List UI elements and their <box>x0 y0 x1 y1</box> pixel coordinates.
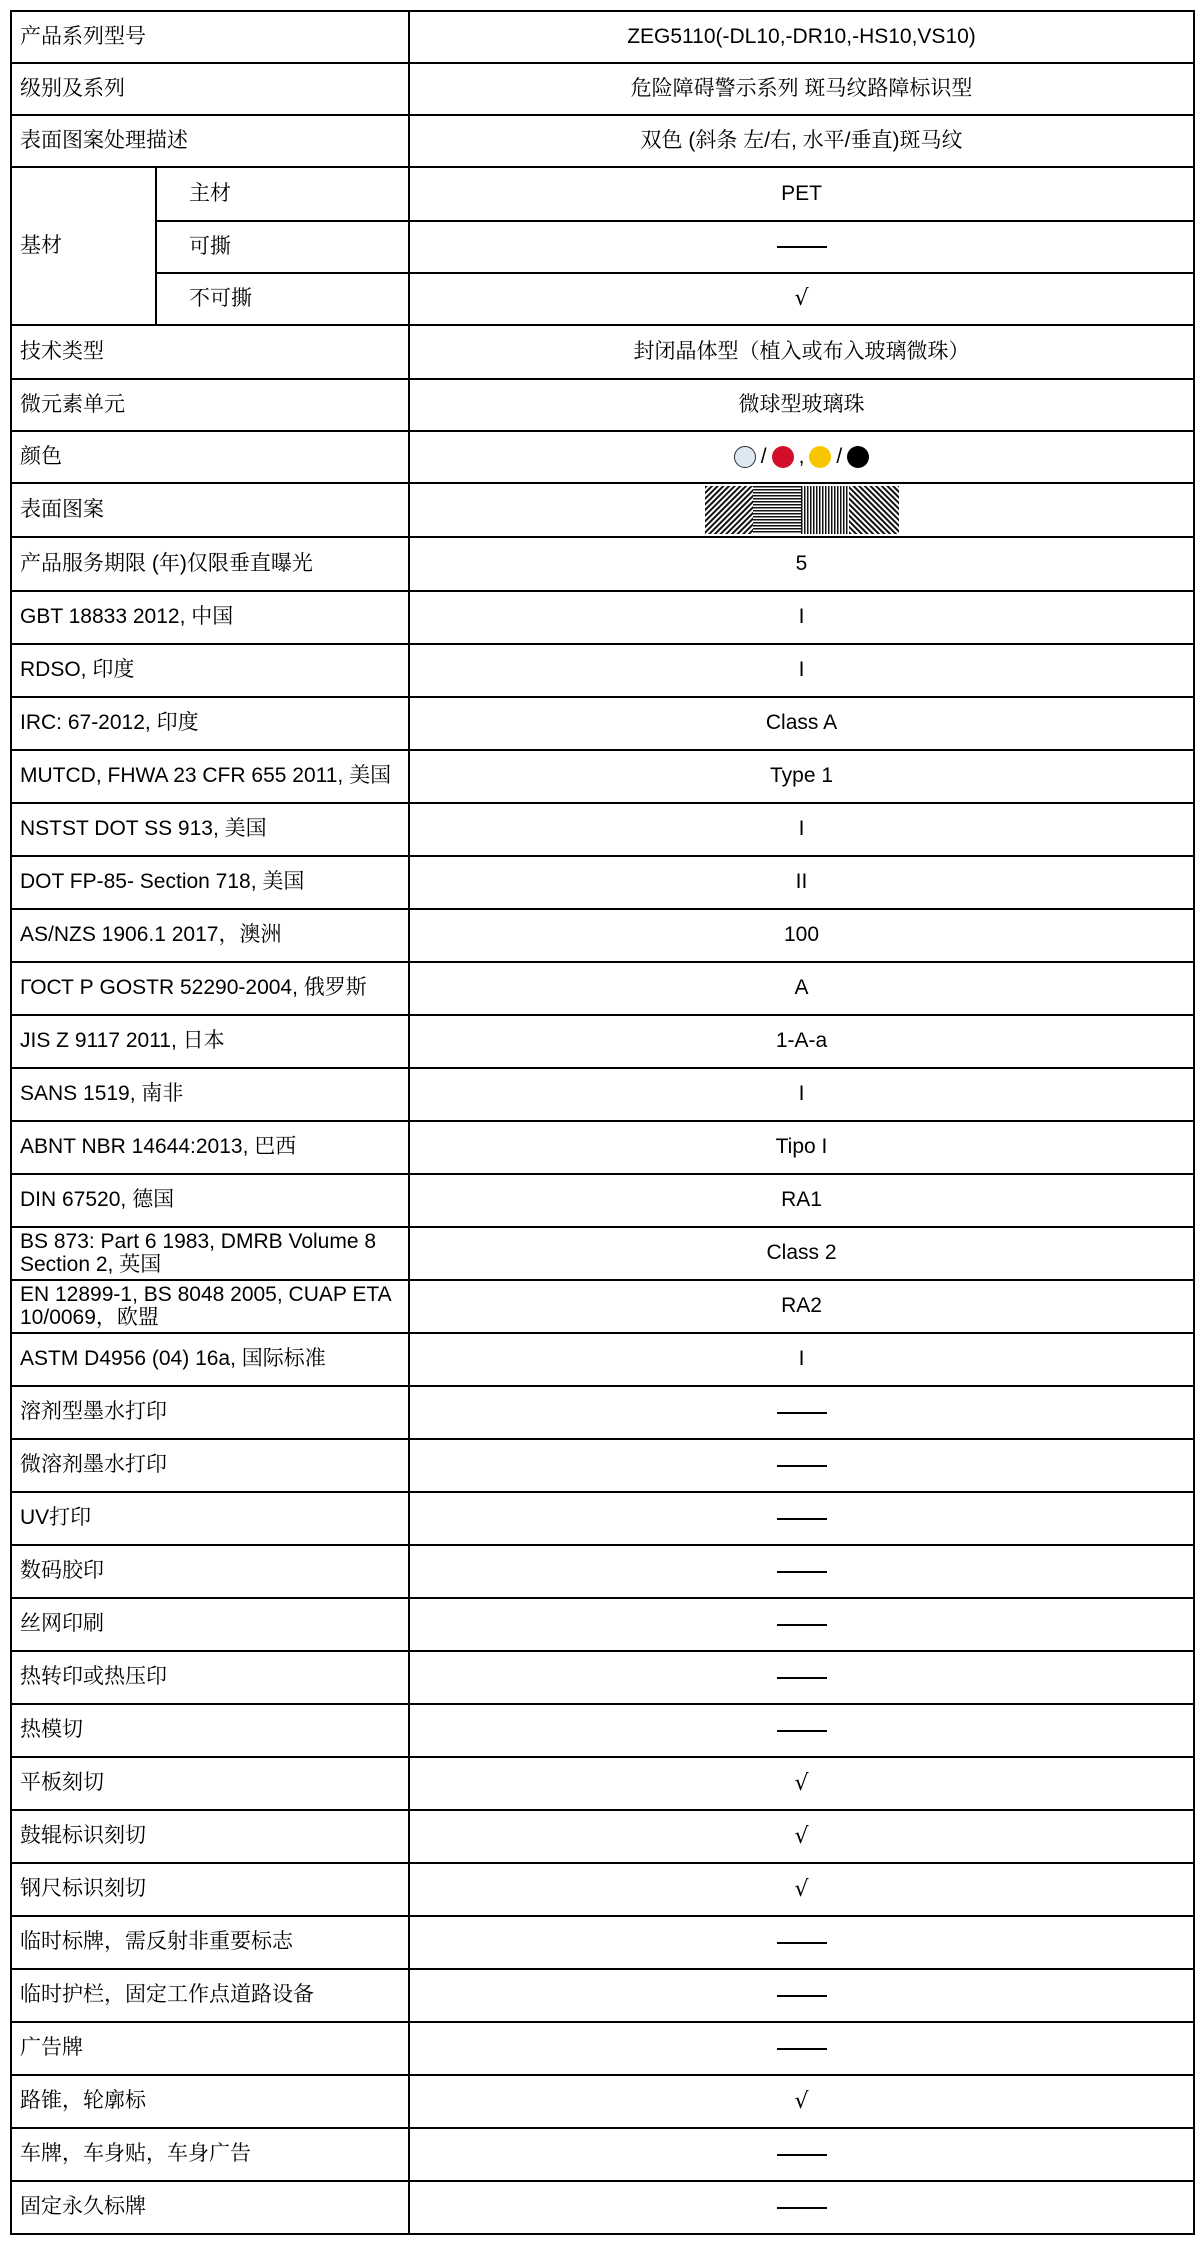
spec-value <box>409 697 1194 750</box>
table-row <box>11 1386 1194 1439</box>
spec-table-body <box>11 11 1194 2234</box>
spec-label: 鼓辊标识刻切 <box>11 1810 409 1863</box>
dash-mark <box>777 1942 827 1944</box>
spec-label: 溶剂型墨水打印 <box>11 1386 409 1439</box>
table-row <box>11 591 1194 644</box>
spec-label: 技术类型 <box>11 325 409 379</box>
spec-label: 临时护栏，固定工作点道路设备 <box>11 1969 409 2022</box>
spec-value-text: Class A <box>765 711 838 735</box>
sub-label: 可撕 <box>156 221 409 273</box>
color-dot-black <box>847 446 869 468</box>
table-row <box>11 115 1194 167</box>
check-mark: √ <box>794 1823 809 1849</box>
table-row <box>11 1121 1194 1174</box>
table-row <box>11 325 1194 379</box>
table-row <box>11 750 1194 803</box>
spec-value-text: 双色 (斜条 左/右, 水平/垂直)斑马纹 <box>640 128 963 152</box>
table-row <box>11 1068 1194 1121</box>
spec-value-text: II <box>795 870 808 894</box>
spec-value <box>409 11 1194 63</box>
spec-value <box>409 273 1194 325</box>
table-row <box>11 1916 1194 1969</box>
spec-value <box>409 1969 1194 2022</box>
table-row <box>11 962 1194 1015</box>
spec-value-text: I <box>798 1082 805 1106</box>
zebra-pattern-swatch <box>705 486 899 534</box>
table-row <box>11 431 1194 483</box>
table-row <box>11 1174 1194 1227</box>
color-dot-yellow <box>809 446 831 468</box>
spec-value-text: 封闭晶体型（植入或布入玻璃微珠） <box>633 339 970 363</box>
spec-value <box>409 591 1194 644</box>
spec-label: 数码胶印 <box>11 1545 409 1598</box>
spec-label: EN 12899-1, BS 8048 2005, CUAP ETA 10/0069，欧盟 <box>11 1280 409 1333</box>
spec-label: 颜色 <box>11 431 409 483</box>
table-row <box>11 2022 1194 2075</box>
table-row <box>11 644 1194 697</box>
spec-label: 车牌，车身贴，车身广告 <box>11 2128 409 2181</box>
table-row <box>11 1810 1194 1863</box>
table-row <box>11 537 1194 591</box>
spec-value-text: Tipo I <box>775 1135 828 1159</box>
spec-value-text: RA1 <box>781 1188 822 1212</box>
spec-label: 微元素单元 <box>11 379 409 431</box>
color-separator: , <box>798 444 805 468</box>
spec-label: ГОСТ Р GOSTR 52290-2004, 俄罗斯 <box>11 962 409 1015</box>
dash-mark <box>777 1518 827 1520</box>
spec-label: DOT FP-85- Section 718, 美国 <box>11 856 409 909</box>
spec-label: 丝网印刷 <box>11 1598 409 1651</box>
dash-mark <box>777 2207 827 2209</box>
spec-value <box>409 431 1194 483</box>
spec-value <box>409 803 1194 856</box>
spec-label: 产品服务期限 (年)仅限垂直曝光 <box>11 537 409 591</box>
dash-mark <box>777 1412 827 1414</box>
color-separator: / <box>836 444 843 468</box>
check-mark: √ <box>794 1770 809 1796</box>
spec-label: JIS Z 9117 2011, 日本 <box>11 1015 409 1068</box>
spec-value <box>409 2128 1194 2181</box>
spec-value-text: 5 <box>795 551 808 575</box>
spec-label: 临时标牌，需反射非重要标志 <box>11 1916 409 1969</box>
spec-value <box>409 1121 1194 1174</box>
table-row <box>11 2181 1194 2234</box>
spec-value <box>409 1651 1194 1704</box>
dash-mark <box>777 1571 827 1573</box>
group-label: 基材 <box>11 167 156 325</box>
table-row <box>11 1333 1194 1386</box>
spec-value <box>409 221 1194 273</box>
table-row <box>11 1545 1194 1598</box>
spec-label: 表面图案处理描述 <box>11 115 409 167</box>
spec-label: 热模切 <box>11 1704 409 1757</box>
table-row <box>11 803 1194 856</box>
spec-value <box>409 644 1194 697</box>
spec-value-text: I <box>798 1347 805 1371</box>
spec-value <box>409 1863 1194 1916</box>
spec-value <box>409 750 1194 803</box>
spec-value-text: PET <box>781 181 822 205</box>
spec-value <box>409 1492 1194 1545</box>
table-row <box>11 379 1194 431</box>
spec-value <box>409 1174 1194 1227</box>
spec-label: RDSO, 印度 <box>11 644 409 697</box>
spec-label: UV打印 <box>11 1492 409 1545</box>
spec-value <box>409 537 1194 591</box>
dash-mark <box>777 1624 827 1626</box>
spec-value <box>409 1439 1194 1492</box>
spec-label: 微溶剂墨水打印 <box>11 1439 409 1492</box>
spec-value <box>409 909 1194 962</box>
table-row <box>11 1969 1194 2022</box>
spec-value <box>409 1916 1194 1969</box>
spec-value <box>409 1015 1194 1068</box>
spec-value <box>409 1333 1194 1386</box>
spec-label: 表面图案 <box>11 483 409 537</box>
spec-label: 热转印或热压印 <box>11 1651 409 1704</box>
color-separator: / <box>760 444 767 468</box>
table-row <box>11 1757 1194 1810</box>
check-mark: √ <box>794 286 809 312</box>
spec-value <box>409 1280 1194 1333</box>
spec-label: 钢尺标识刻切 <box>11 1863 409 1916</box>
spec-value-text: Class 2 <box>766 1241 837 1265</box>
spec-value <box>409 2075 1194 2128</box>
spec-value-text: I <box>798 605 805 629</box>
spec-value <box>409 115 1194 167</box>
spec-value <box>409 2181 1194 2234</box>
spec-value <box>409 1598 1194 1651</box>
spec-value-text: I <box>798 658 805 682</box>
spec-value <box>409 1068 1194 1121</box>
spec-value-text: 微球型玻璃珠 <box>738 392 865 416</box>
spec-value <box>409 1704 1194 1757</box>
spec-value <box>409 1386 1194 1439</box>
spec-value-text: 1-A-a <box>775 1029 828 1053</box>
table-row <box>11 1015 1194 1068</box>
sub-label: 不可撕 <box>156 273 409 325</box>
table-row <box>11 2075 1194 2128</box>
spec-value <box>409 167 1194 221</box>
spec-value-text: 危险障碍警示系列 斑马纹路障标识型 <box>630 76 973 100</box>
spec-value-text: RA2 <box>781 1294 822 1318</box>
spec-table <box>10 10 1195 2235</box>
spec-label: SANS 1519, 南非 <box>11 1068 409 1121</box>
dash-mark <box>777 246 827 248</box>
table-row <box>11 1863 1194 1916</box>
spec-label: 产品系列型号 <box>11 11 409 63</box>
dash-mark <box>777 2048 827 2050</box>
table-row <box>11 63 1194 115</box>
sub-label: 主材 <box>156 167 409 221</box>
table-row <box>11 1492 1194 1545</box>
spec-value-text: A <box>794 976 809 1000</box>
dash-mark <box>777 1677 827 1679</box>
spec-value-text: ZEG5110(-DL10,-DR10,-HS10,VS10) <box>627 24 976 48</box>
color-dot-white <box>734 446 756 468</box>
spec-label: GBT 18833 2012, 中国 <box>11 591 409 644</box>
spec-value <box>409 1810 1194 1863</box>
spec-value <box>409 379 1194 431</box>
spec-label: 平板刻切 <box>11 1757 409 1810</box>
spec-label: DIN 67520, 德国 <box>11 1174 409 1227</box>
spec-label: ABNT NBR 14644:2013, 巴西 <box>11 1121 409 1174</box>
table-row <box>11 1439 1194 1492</box>
spec-value-text: 100 <box>783 923 820 947</box>
spec-value-text: Type 1 <box>769 764 834 788</box>
spec-label: BS 873: Part 6 1983, DMRB Volume 8 Section 2, 英国 <box>11 1227 409 1280</box>
spec-value <box>409 1545 1194 1598</box>
spec-label: 级别及系列 <box>11 63 409 115</box>
spec-value <box>409 1757 1194 1810</box>
dash-mark <box>777 1995 827 1997</box>
table-row <box>11 1280 1194 1333</box>
table-row <box>11 697 1194 750</box>
table-row <box>11 909 1194 962</box>
spec-label: MUTCD, FHWA 23 CFR 655 2011, 美国 <box>11 750 409 803</box>
check-mark: √ <box>794 2088 809 2114</box>
table-row <box>11 1227 1194 1280</box>
table-row <box>11 11 1194 63</box>
dash-mark <box>777 1465 827 1467</box>
table-row <box>11 1651 1194 1704</box>
table-row <box>11 221 1194 273</box>
spec-label: AS/NZS 1906.1 2017，澳洲 <box>11 909 409 962</box>
dash-mark <box>777 2154 827 2156</box>
spec-label: ASTM D4956 (04) 16a, 国际标准 <box>11 1333 409 1386</box>
spec-value <box>409 63 1194 115</box>
check-mark: √ <box>794 1876 809 1902</box>
spec-value-text: I <box>798 817 805 841</box>
table-row <box>11 856 1194 909</box>
spec-label: 路锥，轮廓标 <box>11 2075 409 2128</box>
spec-label: 固定永久标牌 <box>11 2181 409 2234</box>
spec-value <box>409 325 1194 379</box>
table-row <box>11 167 1194 221</box>
spec-label: 广告牌 <box>11 2022 409 2075</box>
table-row <box>11 1598 1194 1651</box>
spec-value <box>409 483 1194 537</box>
spec-value <box>409 1227 1194 1280</box>
table-row <box>11 1704 1194 1757</box>
spec-value <box>409 856 1194 909</box>
dash-mark <box>777 1730 827 1732</box>
table-row <box>11 2128 1194 2181</box>
color-dot-red <box>772 446 794 468</box>
spec-value <box>409 2022 1194 2075</box>
table-row <box>11 273 1194 325</box>
spec-value <box>409 962 1194 1015</box>
spec-label: NSTST DOT SS 913, 美国 <box>11 803 409 856</box>
table-row <box>11 483 1194 537</box>
spec-label: IRC: 67-2012, 印度 <box>11 697 409 750</box>
